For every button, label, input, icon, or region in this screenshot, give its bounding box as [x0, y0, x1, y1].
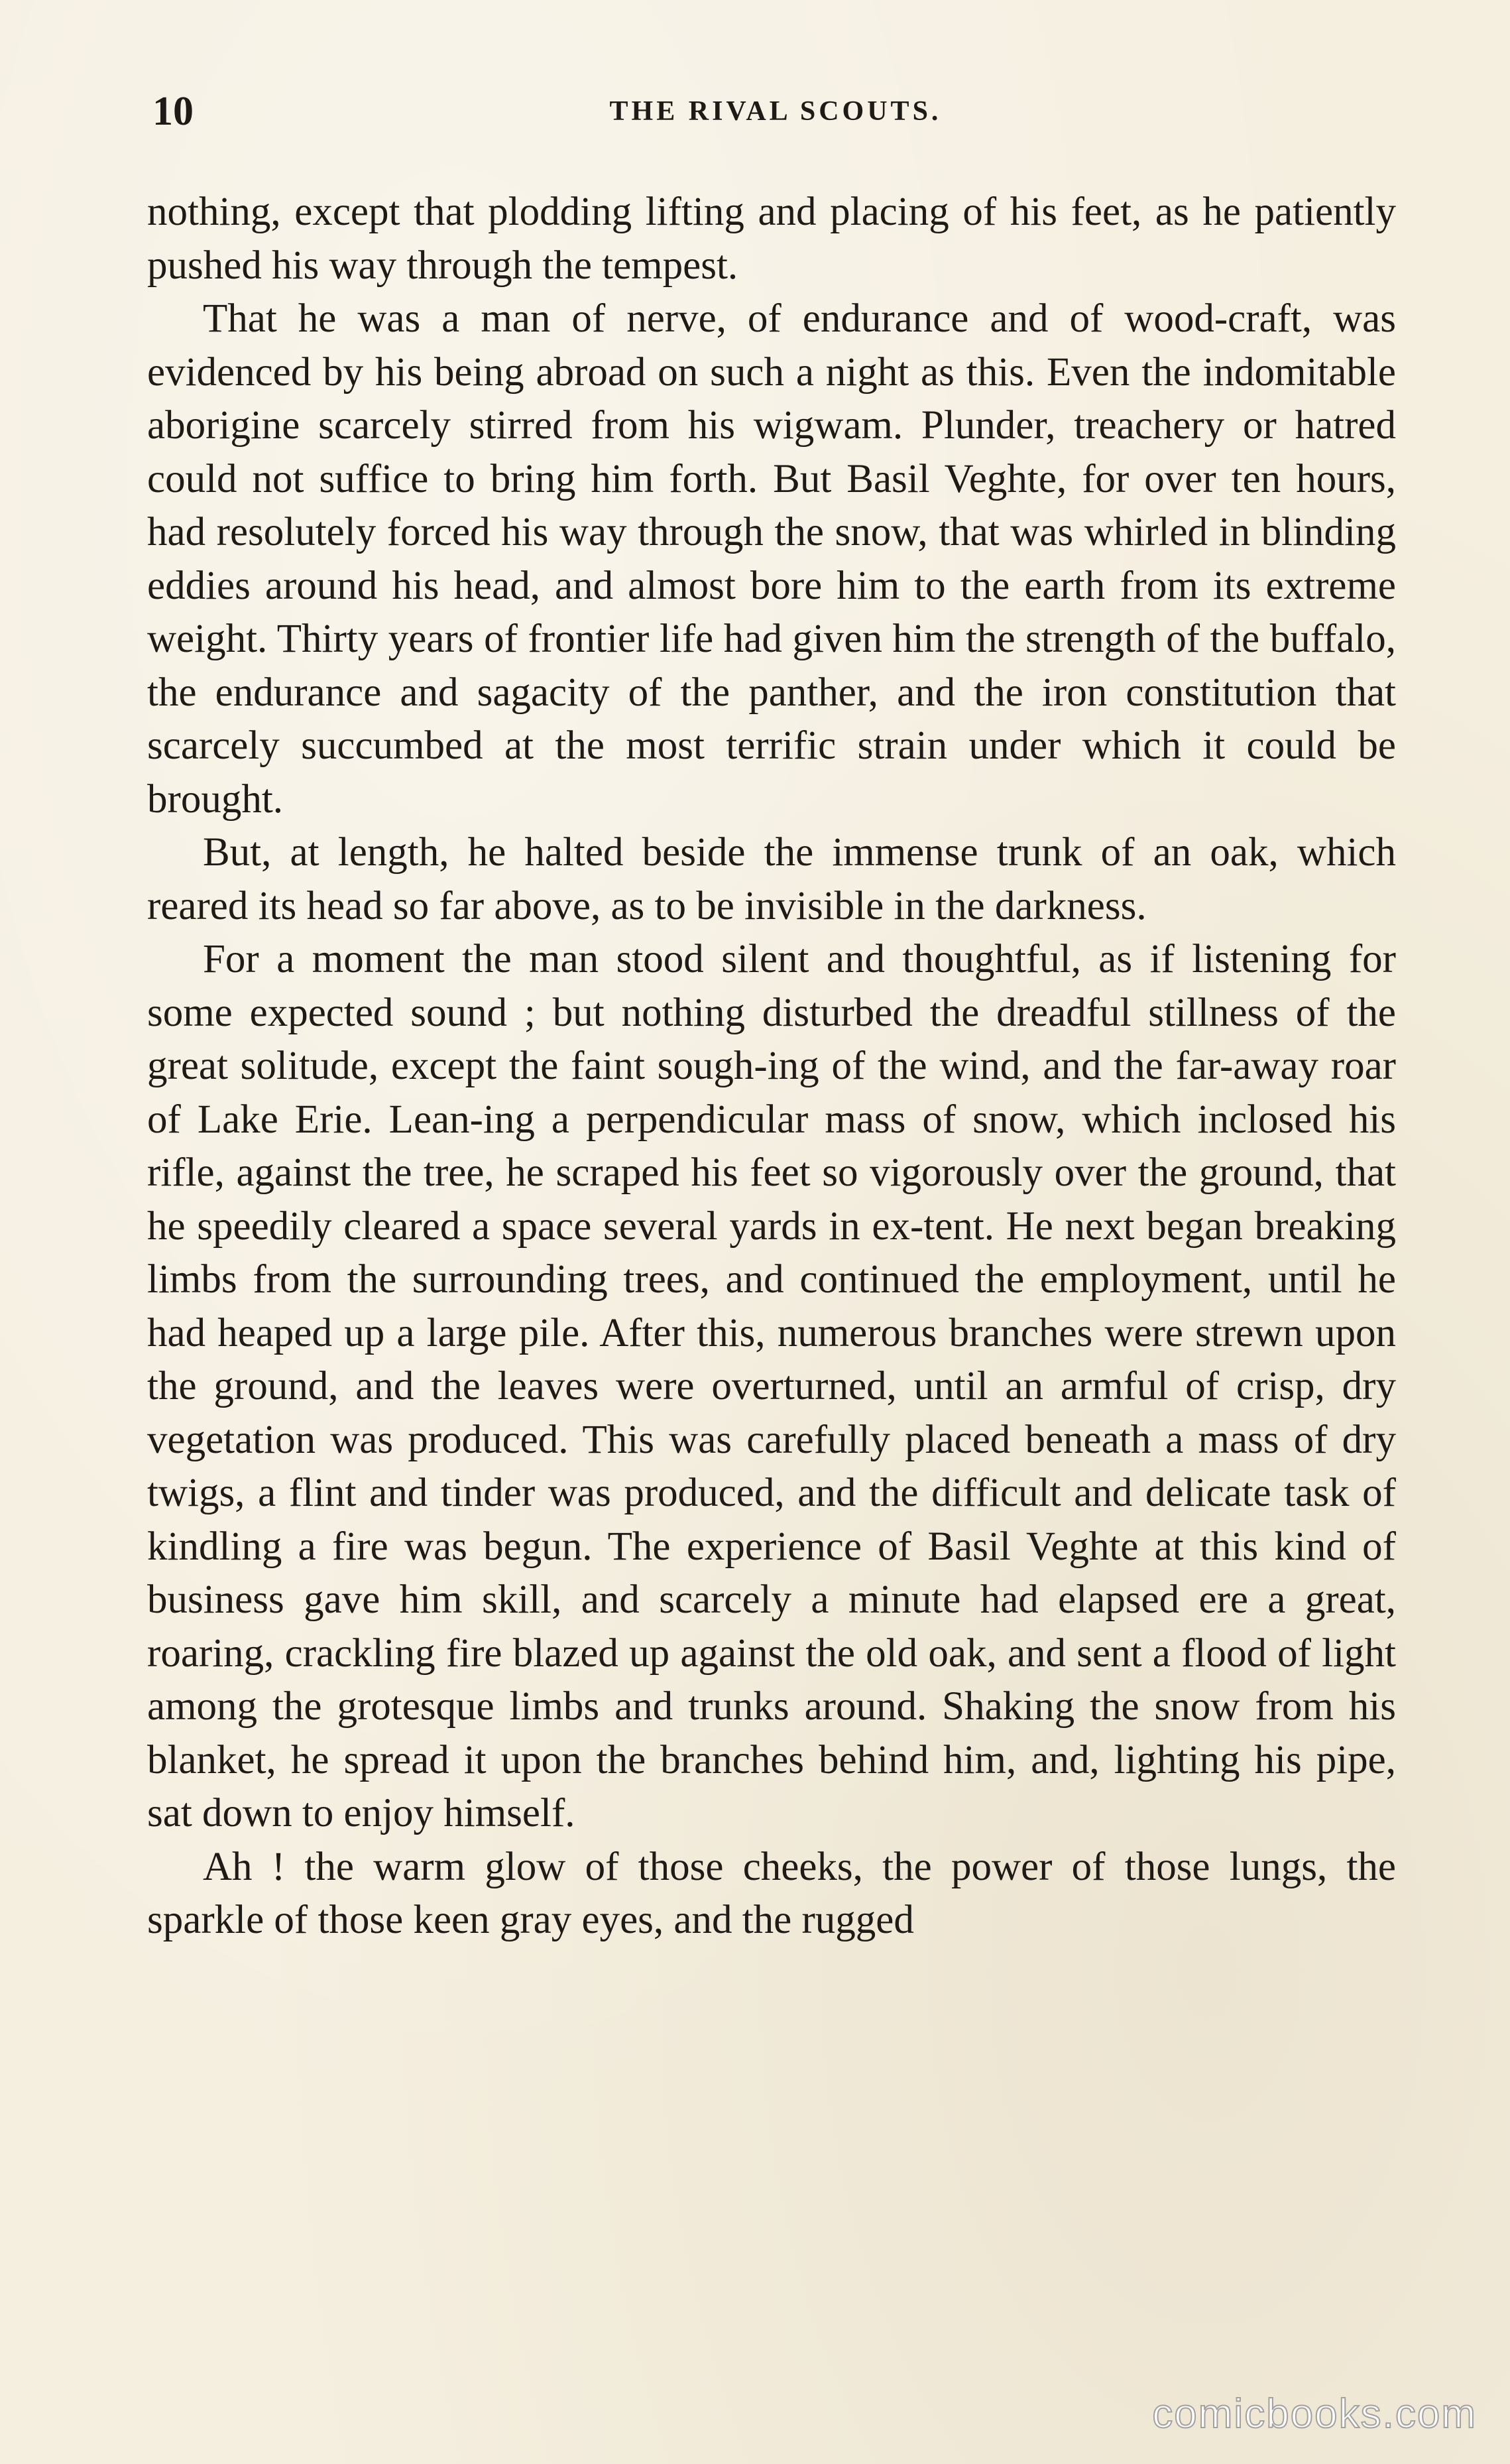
body-text	[147, 186, 1396, 1947]
watermark: comicbooks.com	[1152, 2391, 1477, 2437]
paragraph: But, at length, he halted beside the immense trunk of an oak, which reared its head so far above, as to be invisible in the darkness.	[147, 830, 1396, 928]
running-title: THE RIVAL SCOUTS.	[609, 96, 942, 127]
page-header	[152, 85, 1399, 138]
paragraph: Ah ! the warm glow of those cheeks, the power of those lungs, the sparkle of those keen gray eyes, and the rugged	[147, 1844, 1396, 1942]
paragraph: nothing, except that plodding lifting and placing of his feet, as he patiently pushed his way through the tempest.	[147, 190, 1396, 288]
paragraph: For a moment the man stood silent and thoughtful, as if listening for some expected sound ; but nothing disturbed the dreadful stillness of the great solitude, except the faint sough-ing of the wind, and the far-away roar of Lake Erie. Lean-ing a perpendicular mass of snow, which inclosed his rifle, against the tree, he scraped his feet so vigorously over the ground, that he speedily cleared a space several yards in ex-tent. He next began breaking limbs from the surrounding trees, and continued the employment, until he had heaped up a large pile. After this, numerous branches were strewn upon the ground, and the leaves were overturned, until an armful of crisp, dry vegetation was produced. This was carefully placed beneath a mass of dry twigs, a flint and tinder was produced, and the difficult and delicate task of kindling a fire was begun. The experience of Basil Veghte at this kind of business gave him skill, and scarcely a minute had elapsed ere a great, roaring, crackling fire blazed up against the old oak, and sent a flood of light among the grotesque limbs and trunks around. Shaking the snow from his blanket, he spread it upon the branches behind him, and, lighting his pipe, sat down to enjoy himself.	[147, 937, 1396, 1835]
page-number: 10	[152, 89, 194, 134]
paragraph: That he was a man of nerve, of endurance and of wood-craft, was evidenced by his being abroad on such a night as this. Even the indomitable aborigine scarcely stirred from his wigwam. Plunder, treachery or hatred could not suffice to bring him forth. But Basil Veghte, for over ten hours, had resolutely forced his way through the snow, that was whirled in blinding eddies around his head, and almost bore him to the earth from its extreme weight. Thirty years of frontier life had given him the strength of the buffalo, the endurance and sagacity of the panther, and the iron constitution that scarcely succumbed at the most terrific strain under which it could be brought.	[147, 296, 1396, 822]
